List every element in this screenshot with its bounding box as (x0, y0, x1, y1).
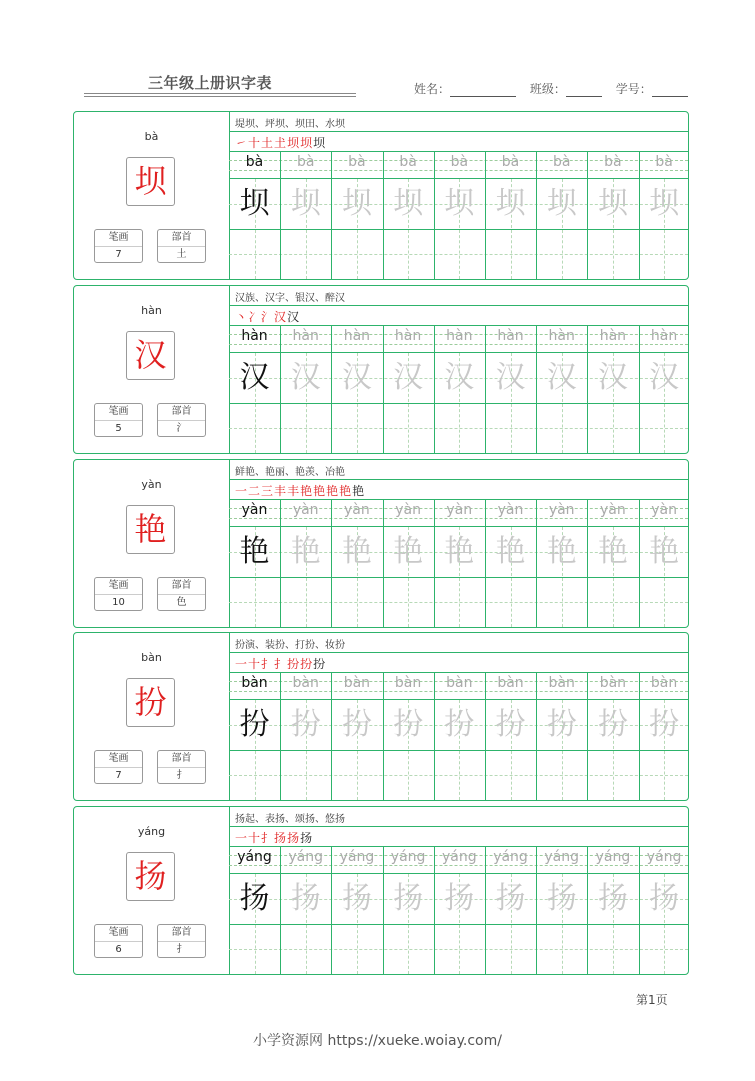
pinyin-trace: hàn (497, 328, 524, 344)
character-card (73, 285, 689, 454)
character-trace: 坝 (290, 186, 321, 221)
radical-box (157, 403, 206, 437)
character-trace: 扬 (546, 881, 577, 916)
character-trace: 坝 (597, 186, 628, 221)
stroke-step: 扬 (300, 831, 314, 845)
character-info-panel (74, 633, 230, 800)
character-trace: 汉 (290, 360, 321, 395)
pinyin-trace: yàn (395, 502, 421, 518)
pinyin-trace: hàn (241, 328, 268, 344)
stroke-count-box (94, 924, 143, 958)
stroke-step: 坝 (313, 136, 327, 150)
character-trace: 汉 (495, 360, 526, 395)
name-field[interactable] (450, 84, 516, 97)
stroke-count-box (94, 577, 143, 611)
example-words: 扮演、装扮、打扮、妆扮 (235, 640, 345, 651)
pinyin-guide-line (229, 344, 688, 345)
pinyin-guide-line (229, 691, 688, 692)
stroke-step: 十 (248, 657, 262, 671)
pinyin-label: bàn (141, 651, 162, 664)
main-character: 坝 (134, 162, 167, 200)
character-trace: 扬 (444, 881, 475, 916)
stroke-step: 坝 (300, 136, 314, 150)
grid-line (229, 325, 688, 326)
character-trace: 艳 (649, 534, 680, 569)
pinyin-trace: yàn (651, 502, 677, 518)
stroke-step: 丰 (287, 484, 301, 498)
character-trace: 汉 (597, 360, 628, 395)
practice-grid (229, 112, 688, 279)
pinyin-trace: yáng (441, 849, 477, 865)
pinyin-label: bà (144, 130, 159, 143)
radical-value: 土 (176, 249, 187, 260)
pinyin-guide-line (229, 170, 688, 171)
character-trace: 扮 (444, 707, 475, 742)
pinyin-guide-line (229, 865, 688, 866)
character-info-panel (74, 460, 230, 627)
stroke-order (235, 829, 313, 846)
pinyin-trace: yáng (288, 849, 323, 865)
character-card (73, 459, 689, 628)
pinyin-trace: yàn (497, 502, 524, 518)
pinyin-label: yáng (137, 825, 166, 838)
pinyin-trace: bàn (394, 675, 422, 691)
radical-box (157, 750, 206, 784)
pinyin-trace: bà (450, 154, 469, 170)
character-trace: 扮 (290, 707, 321, 742)
stroke-count-label: 笔画 (95, 925, 142, 942)
character-trace: 艳 (239, 534, 270, 569)
character-trace: 艳 (444, 534, 475, 569)
pinyin-trace: bà (655, 154, 673, 170)
pinyin-trace: bàn (599, 675, 627, 691)
pinyin-trace: yáng (595, 849, 631, 865)
stroke-step: 艳 (300, 484, 314, 498)
pinyin-trace: bà (399, 154, 417, 170)
pinyin-trace: yáng (237, 849, 272, 865)
character-trace: 扮 (597, 707, 628, 742)
stroke-step: 氵 (261, 310, 275, 324)
pinyin-label: hàn (141, 304, 162, 317)
character-box (126, 331, 175, 380)
pinyin-trace: bà (552, 154, 571, 170)
radical-label: 部首 (158, 751, 205, 768)
pinyin-trace: yáng (339, 849, 375, 865)
pinyin-trace: yáng (646, 849, 682, 865)
character-trace: 扮 (495, 707, 526, 742)
page-number: 第1页 (636, 993, 668, 1007)
practice-grid (229, 286, 688, 453)
grid-line (229, 826, 688, 827)
main-character: 扬 (134, 857, 167, 895)
character-trace: 扬 (393, 881, 424, 916)
radical-value: 扌 (176, 944, 187, 955)
character-trace: 扮 (341, 707, 372, 742)
stroke-order (235, 482, 365, 499)
character-trace: 艳 (290, 534, 321, 569)
stroke-step: 十 (248, 831, 262, 845)
stroke-step: 艳 (339, 484, 353, 498)
character-trace: 扬 (495, 881, 526, 916)
grid-line (229, 305, 688, 306)
stroke-step: 艳 (313, 484, 327, 498)
id-field[interactable] (652, 84, 688, 97)
stroke-step: 一 (235, 831, 249, 845)
character-info-panel (74, 286, 230, 453)
radical-label: 部首 (158, 404, 205, 421)
pinyin-trace: bàn (292, 675, 319, 691)
pinyin-label: yàn (141, 478, 162, 491)
pinyin-trace: yàn (446, 502, 473, 518)
stroke-step: 艳 (326, 484, 340, 498)
radical-box (157, 229, 206, 263)
pinyin-trace: bàn (650, 675, 678, 691)
stroke-step: 汉 (287, 310, 301, 324)
radical-value: 色 (176, 597, 187, 608)
radical-value: 扌 (176, 770, 187, 781)
name-label: 姓名： (414, 82, 451, 96)
example-words: 鲜艳、艳丽、艳羡、冶艳 (235, 467, 345, 478)
stroke-step: 扬 (274, 831, 288, 845)
student-fields (414, 80, 688, 97)
stroke-count-label: 笔画 (95, 404, 142, 421)
stroke-step: 艳 (352, 484, 366, 498)
character-trace: 汉 (239, 360, 270, 395)
radical-box (157, 924, 206, 958)
pinyin-trace: hàn (292, 328, 319, 344)
stroke-count-value: 5 (115, 423, 122, 434)
pinyin-trace: bà (501, 154, 520, 170)
character-trace: 扬 (239, 881, 270, 916)
character-trace: 坝 (239, 186, 270, 221)
character-box (126, 852, 175, 901)
stroke-count-label: 笔画 (95, 230, 142, 247)
character-trace: 扬 (290, 881, 321, 916)
character-card (73, 111, 689, 280)
character-trace: 艳 (546, 534, 577, 569)
class-field[interactable] (566, 84, 602, 97)
character-trace: 扮 (546, 707, 577, 742)
character-trace: 艳 (597, 534, 628, 569)
pinyin-trace: yáng (390, 849, 426, 865)
pinyin-trace: hàn (548, 328, 575, 344)
pinyin-trace: bàn (548, 675, 575, 691)
radical-box (157, 577, 206, 611)
grid-line (229, 846, 688, 847)
character-trace: 坝 (546, 186, 577, 221)
character-trace: 汉 (546, 360, 577, 395)
pinyin-trace: bà (245, 154, 264, 170)
radical-value: 氵 (176, 423, 187, 434)
practice-grid (229, 460, 688, 627)
character-trace: 扬 (341, 881, 372, 916)
character-info-panel (74, 112, 230, 279)
character-box (126, 157, 175, 206)
pinyin-trace: hàn (650, 328, 678, 344)
character-trace: 艳 (393, 534, 424, 569)
stroke-step: 坝 (287, 136, 301, 150)
stroke-step: 十 (248, 136, 262, 150)
stroke-step: 冫 (248, 310, 262, 324)
title-underline (84, 93, 356, 97)
pinyin-trace: bà (348, 154, 366, 170)
pinyin-trace: bàn (343, 675, 371, 691)
character-card (73, 632, 689, 801)
pinyin-trace: yàn (600, 502, 626, 518)
radical-label: 部首 (158, 230, 205, 247)
pinyin-trace: hàn (446, 328, 473, 344)
character-card (73, 806, 689, 975)
stroke-count-value: 7 (115, 249, 122, 260)
stroke-step: 扌 (274, 657, 288, 671)
footer-url: 小学资源网 https://xueke.woiay.com/ (253, 1033, 502, 1049)
character-trace: 扬 (597, 881, 628, 916)
stroke-step: 汉 (274, 310, 288, 324)
pinyin-trace: bàn (241, 675, 268, 691)
stroke-step: 丰 (274, 484, 288, 498)
stroke-step: 一 (235, 484, 249, 498)
pinyin-trace: yàn (292, 502, 319, 518)
character-trace: 汉 (341, 360, 372, 395)
stroke-count-box (94, 229, 143, 263)
stroke-count-value: 7 (115, 770, 122, 781)
stroke-order (235, 308, 300, 325)
grid-line (229, 672, 688, 673)
stroke-step: 一 (235, 657, 249, 671)
stroke-step: 𡈽 (274, 136, 288, 150)
pinyin-guide-line (229, 518, 688, 519)
character-trace: 坝 (495, 186, 526, 221)
grid-line (229, 499, 688, 500)
practice-grid (229, 807, 688, 974)
stroke-count-label: 笔画 (95, 751, 142, 768)
character-box (126, 678, 175, 727)
pinyin-trace: bà (296, 154, 315, 170)
grid-line (229, 131, 688, 132)
stroke-count-value: 10 (112, 597, 125, 608)
stroke-step: 扮 (300, 657, 314, 671)
character-trace: 汉 (444, 360, 475, 395)
character-trace: 艳 (495, 534, 526, 569)
character-trace: 艳 (341, 534, 372, 569)
stroke-order (235, 655, 326, 672)
character-trace: 扮 (393, 707, 424, 742)
pinyin-trace: bàn (446, 675, 473, 691)
character-trace: 坝 (341, 186, 372, 221)
character-trace: 扮 (649, 707, 680, 742)
example-words: 堤坝、坪坝、坝田、水坝 (235, 119, 345, 130)
main-character: 扮 (134, 683, 167, 721)
stroke-count-box (94, 750, 143, 784)
grid-line (229, 151, 688, 152)
stroke-order (235, 134, 326, 151)
pinyin-trace: hàn (343, 328, 371, 344)
main-character: 汉 (134, 336, 167, 374)
stroke-step: 扮 (287, 657, 301, 671)
stroke-step: 扮 (313, 657, 327, 671)
page-title: 三年级上册识字表 (148, 74, 273, 92)
stroke-step: 扬 (287, 831, 301, 845)
pinyin-trace: hàn (599, 328, 627, 344)
character-trace: 扬 (649, 881, 680, 916)
class-label: 班级： (529, 82, 566, 96)
example-words: 扬起、表扬、颂扬、悠扬 (235, 814, 345, 825)
pinyin-trace: bà (604, 154, 622, 170)
character-trace: 汉 (649, 360, 680, 395)
stroke-count-value: 6 (115, 944, 122, 955)
stroke-step: 土 (261, 136, 275, 150)
pinyin-trace: yàn (548, 502, 575, 518)
character-trace: 汉 (393, 360, 424, 395)
pinyin-trace: hàn (394, 328, 422, 344)
stroke-step: ㇀ (235, 136, 249, 150)
character-trace: 坝 (649, 186, 680, 221)
pinyin-trace: bàn (497, 675, 524, 691)
stroke-count-box (94, 403, 143, 437)
stroke-step: 扌 (261, 831, 275, 845)
character-trace: 坝 (444, 186, 475, 221)
id-label: 学号： (615, 82, 652, 96)
stroke-step: 扌 (261, 657, 275, 671)
stroke-step: 三 (261, 484, 275, 498)
pinyin-trace: yàn (241, 502, 268, 518)
character-info-panel (74, 807, 230, 974)
pinyin-trace: yàn (344, 502, 370, 518)
stroke-step: 丶 (235, 310, 249, 324)
stroke-count-label: 笔画 (95, 578, 142, 595)
character-trace: 坝 (393, 186, 424, 221)
practice-grid (229, 633, 688, 800)
character-box (126, 505, 175, 554)
example-words: 汉族、汉字、银汉、醉汉 (235, 293, 345, 304)
radical-label: 部首 (158, 578, 205, 595)
grid-line (229, 652, 688, 653)
pinyin-trace: yáng (544, 849, 579, 865)
radical-label: 部首 (158, 925, 205, 942)
main-character: 艳 (134, 510, 167, 548)
character-trace: 扮 (239, 707, 270, 742)
grid-line (229, 479, 688, 480)
pinyin-trace: yáng (493, 849, 528, 865)
stroke-step: 二 (248, 484, 262, 498)
